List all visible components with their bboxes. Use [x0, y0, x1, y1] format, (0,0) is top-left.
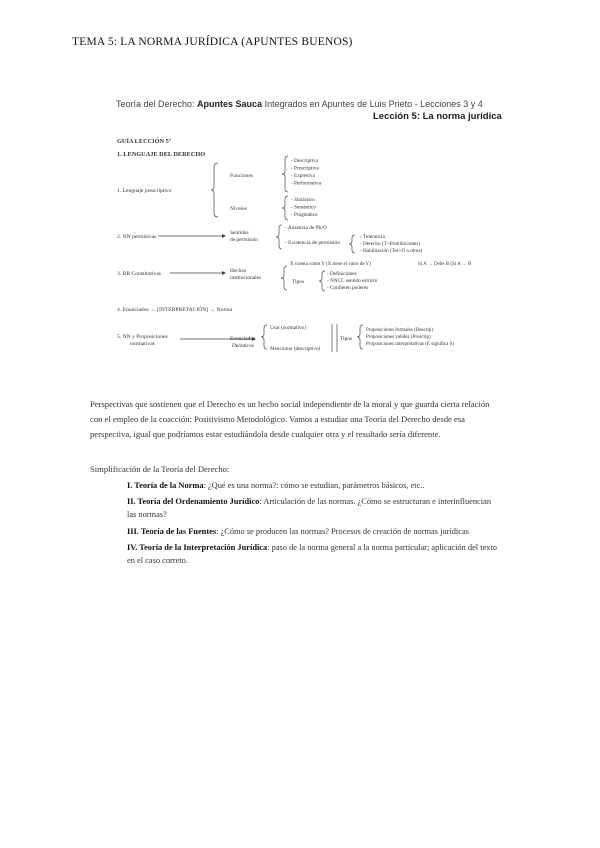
existencia-text: - Existencia de permisión [285, 240, 340, 246]
proposicion-item: Proposiciones validez (Prescrip) [366, 335, 431, 340]
brace-s2 [276, 225, 282, 249]
list-item [127, 479, 502, 492]
list-item [127, 525, 502, 538]
guide-title: GUÍA LECCIÓN 5ª [117, 138, 171, 145]
list-item-title: II. Teoría del Ordenamiento Jurídico [127, 497, 260, 507]
list-item-text: : ¿Cómo se producen las normas? Procesos de creación de normas jurídicas [216, 526, 469, 536]
niveles-item: - Pragmático [291, 212, 318, 218]
list-item-text: : ¿Qué es una norma?: cómo se estudian, parámetros básicos, etc.. [203, 481, 425, 490]
list-item [127, 495, 502, 521]
section-1-heading: 1. LENGUAJE DEL DERECHO [117, 151, 206, 158]
lesson-scheme [110, 128, 510, 358]
brace-s3 [281, 266, 287, 290]
section-5-label: normativas [130, 341, 155, 347]
usar-text: Usar (normativo) [270, 325, 306, 331]
doc-header-suffix: Integrados en Apuntes de Luis Prieto - Lecciones 3 y 4 [262, 99, 483, 109]
doc-header-brand: Apuntes Sauca [197, 99, 263, 109]
niveles-item: - Sintáctico [291, 197, 315, 203]
arrowhead-s3 [222, 271, 226, 275]
brace-funciones [282, 156, 288, 192]
simplification-heading: Simplificación de la Teoría del Derecho: [90, 464, 230, 474]
si-a-text: Si A → Debe B (Si A → B [418, 262, 472, 267]
brace-niveles [282, 196, 288, 220]
proposicion-item: Proposiciones formales (Descrip) [366, 328, 433, 333]
funciones-item: - Expresiva [291, 173, 315, 179]
funciones-item: - Prescriptiva [291, 165, 319, 172]
sentidos-label: Sentidos [230, 230, 249, 236]
funciones-label: Funciones [230, 173, 253, 179]
theory-list [127, 479, 502, 570]
intro-paragraph: Perspectivas que sostienen que el Derecho es un hecho social independiente de la moral y que guarda cierta relación con el empleo de la coacción: Positivismo Metodológico. Vamos a estudiar una Teoría del Derecho desde esa perspectiva, igual que podríamos estar estudiándola desde cualquier otra y el resultado sería diferente. [90, 399, 490, 439]
list-item-title: III. Teoría de las Fuentes [127, 526, 217, 536]
mencionar-text: Mencionar (descriptivo) [270, 346, 321, 352]
sentidos-label: de permisión [230, 237, 258, 243]
funciones-item: - Performativa [291, 180, 322, 187]
brace-s5 [261, 325, 267, 349]
funciones-item: - Descriptiva [291, 158, 318, 164]
lesson-title: Lección 5: La norma jurídica [373, 111, 502, 122]
existencia-item: - Derecho (T+Prohibiciones) [360, 241, 420, 247]
brace-existencia [349, 235, 355, 253]
x-cuenta-text: X cuenta como Y (X tiene el valor de Y) [290, 262, 371, 267]
proposicion-item: Proposiciones interpretativas (E significa S) [366, 342, 455, 347]
section-5-label: 5. NN y Proposiciones [117, 334, 168, 340]
tipos2-label: Tipos [340, 336, 353, 342]
tipos-label: Tipos [292, 279, 305, 285]
brace-props [357, 325, 363, 349]
list-item-title: I. Teoría de la Norma [127, 481, 204, 490]
hechos-label: Hechos [230, 268, 247, 274]
enunciados-label: Deónticos [232, 343, 254, 349]
list-item-text: : Articulación de las normas. ¿Cómo se estructuran e interinfluencian las normas? [127, 497, 492, 520]
tipos-item: - Confieren poderes [327, 285, 369, 291]
hechos-label: institucionales [230, 275, 262, 281]
section-2-label: 2. NN permisivas [117, 234, 157, 240]
existencia-item: - Habilitación (Tol+O a otros) [360, 248, 423, 254]
section-1-label: 1. Lenguaje prescriptivo [117, 188, 172, 194]
niveles-label: Niveles [230, 206, 248, 212]
document-header [116, 99, 483, 109]
page-title: TEMA 5: LA NORMA JURÍDICA (APUNTES BUENOS) [72, 36, 353, 48]
brace-main [211, 163, 218, 217]
list-item-title: IV. Teoría de la Interpretación Jurídica [127, 542, 268, 552]
section-4-label: 4. Enunciados → [INTERPRETACIÓN] → Norma [117, 307, 233, 313]
ausencia-text: - Ausencia de Ph/O [285, 225, 327, 231]
tipos-item: - Definiciones [327, 271, 357, 277]
brace-tipos [319, 271, 325, 291]
arrowhead-s2 [222, 234, 226, 238]
list-item-text: : paso de la norma general a la norma particular; aplicación del texto en el caso correto. [127, 542, 497, 566]
section-3-label: 3. RR Constitutivas [117, 271, 161, 277]
list-item [127, 541, 502, 567]
enunciados-label: Enunciados [230, 336, 256, 342]
tipos-item: - NNCC sentido estricto [327, 278, 378, 284]
existencia-item: - Tolerancia [360, 234, 385, 240]
doc-header-prefix: Teoría del Derecho: [116, 99, 198, 109]
niveles-item: - Semántico [291, 204, 316, 211]
